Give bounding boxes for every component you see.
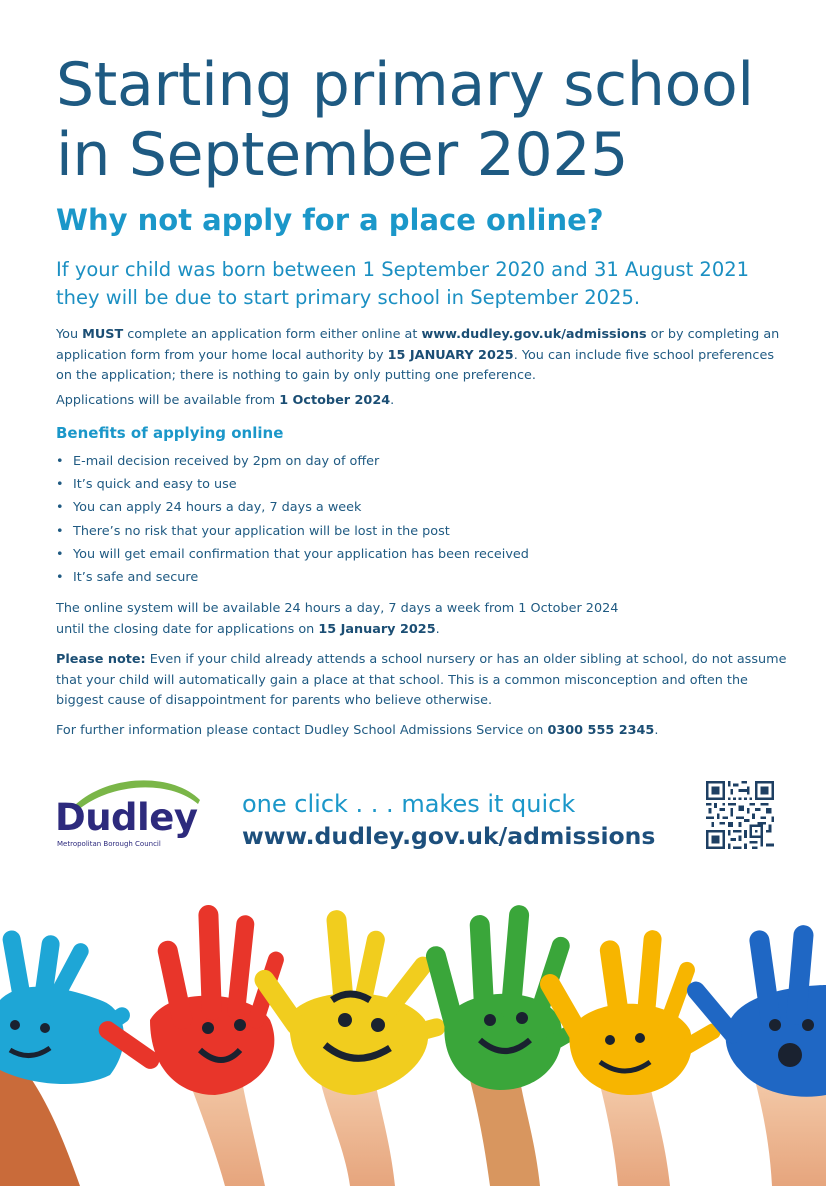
painted-hands-image bbox=[0, 890, 826, 1186]
availability-paragraph: Applications will be available from 1 October 2024. bbox=[56, 393, 395, 408]
benefits-list bbox=[56, 450, 529, 589]
logo-subtitle: Metropolitan Borough Council bbox=[57, 840, 161, 848]
list-item: • There’s no risk that your application will be lost in the post bbox=[56, 520, 529, 543]
admissions-link-text[interactable]: www.dudley.gov.uk/admissions bbox=[421, 327, 647, 342]
tagline: one click . . . makes it quick bbox=[242, 790, 576, 818]
list-item: • It’s safe and secure bbox=[56, 566, 529, 589]
phone-number[interactable]: 0300 555 2345 bbox=[547, 723, 655, 738]
logo-wordmark: Dudley bbox=[55, 796, 198, 839]
bullet-icon: • bbox=[56, 570, 64, 586]
bullet-icon: • bbox=[56, 500, 64, 516]
list-item: • You will get email confirmation that your application has been received bbox=[56, 543, 529, 566]
bullet-icon: • bbox=[56, 523, 64, 539]
list-item: • You can apply 24 hours a day, 7 days a week bbox=[56, 496, 529, 519]
qr-code-icon[interactable] bbox=[706, 781, 774, 849]
bullet-icon: • bbox=[56, 454, 64, 469]
benefits-heading: Benefits of applying online bbox=[56, 424, 284, 442]
page-subtitle: Why not apply for a place online? bbox=[56, 203, 604, 237]
please-note-paragraph: Please note: Even if your child already attends a school nursery or has an older sibling at school, do not assume that your child will automatically gain a place at that school. This is a common misconception and often the biggest cause of disappointment for parents who believe otherwise. bbox=[56, 652, 787, 708]
application-paragraph: You MUST complete an application form either online at www.dudley.gov.uk/admissions or by completing an application form from your home local authority by 15 JANUARY 2025. You can include five school preferences on the application; there is nothing to gain by only putting one preference. bbox=[56, 327, 780, 383]
bullet-icon: • bbox=[56, 546, 64, 562]
contact-paragraph: For further information please contact Dudley School Admissions Service on 0300 555 2345. bbox=[56, 723, 659, 738]
online-system-paragraph: The online system will be available 24 hours a day, 7 days a week from 1 October 2024 until the closing date for applications on 15 January 2025. bbox=[56, 601, 619, 637]
bullet-icon: • bbox=[56, 477, 64, 493]
eligibility-lead: If your child was born between 1 September 2020 and 31 August 2021 they will be due to start primary school in September 2025. bbox=[56, 258, 750, 309]
dudley-logo bbox=[52, 774, 204, 852]
list-item: • E-mail decision received by 2pm on day of offer bbox=[56, 450, 529, 473]
admissions-url[interactable]: www.dudley.gov.uk/admissions bbox=[242, 822, 656, 850]
list-item: • It’s quick and easy to use bbox=[56, 473, 529, 496]
page-title: Starting primary school in September 2025 bbox=[56, 50, 754, 190]
